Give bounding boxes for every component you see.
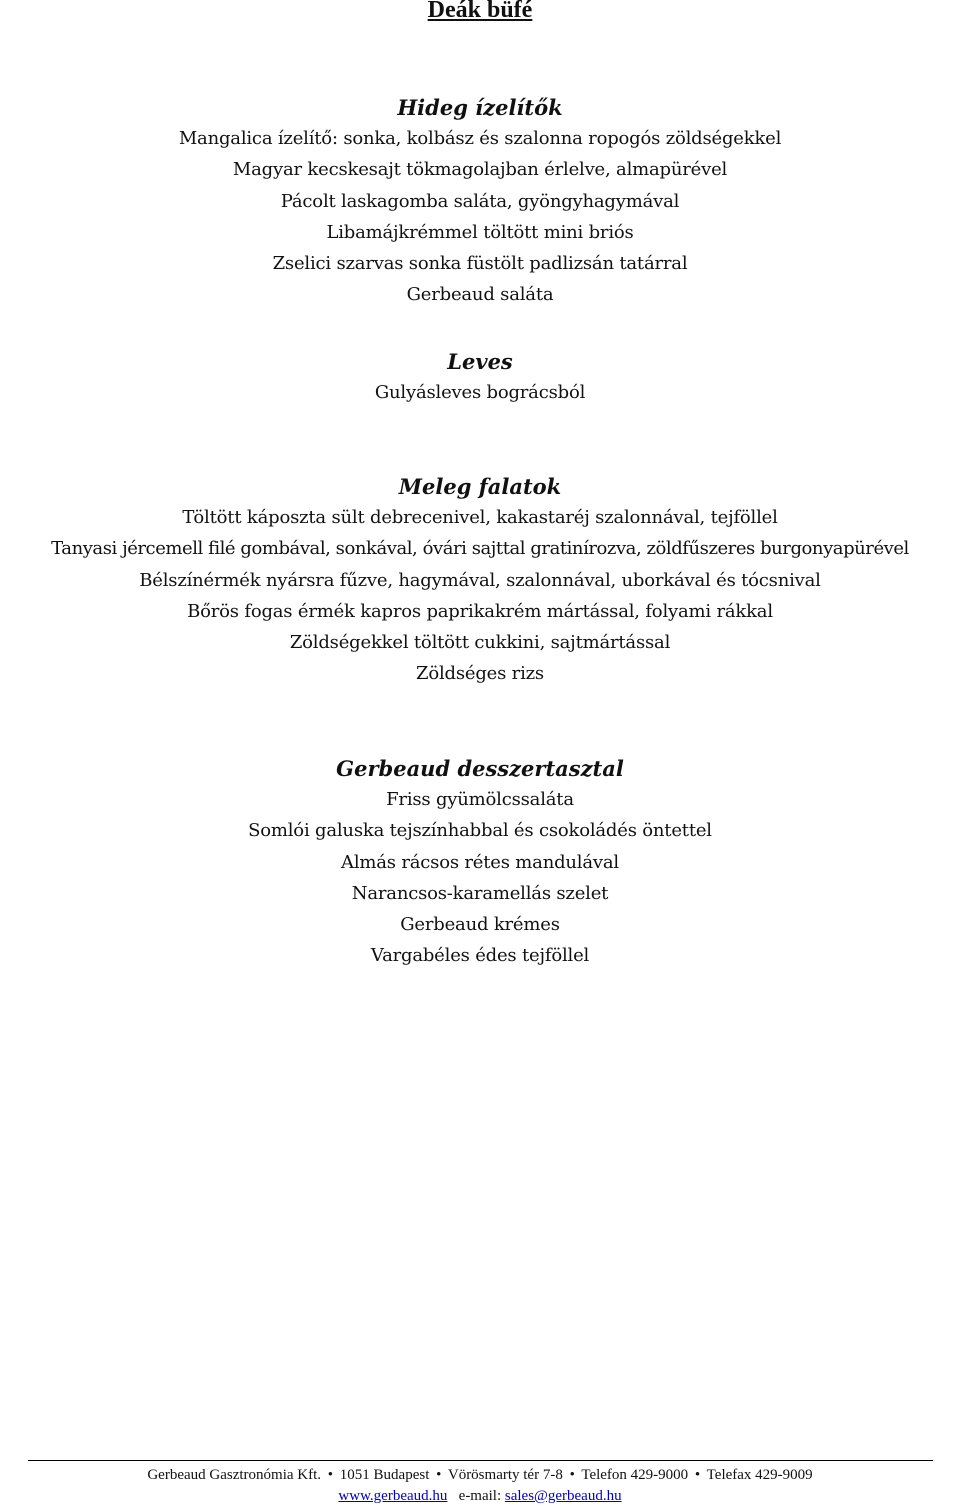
section-heading: Hideg ízelítők <box>397 95 563 120</box>
footer-fax: Telefax 429-9009 <box>706 1467 813 1483</box>
menu-item: Vargabéles édes tejföllel <box>370 945 590 967</box>
footer-address: 1051 Budapest <box>339 1467 430 1483</box>
footer-street: Vörösmarty tér 7-8 <box>447 1467 563 1483</box>
menu-item: Libamájkrémmel töltött mini briós <box>326 221 634 243</box>
menu-item: Almás rácsos rétes mandulával <box>341 851 619 873</box>
footer-web-line <box>0 1486 960 1506</box>
menu-item: Zöldségekkel töltött cukkini, sajtmártással <box>289 632 671 654</box>
email-link[interactable]: sales@gerbeaud.hu <box>504 1488 622 1504</box>
email-label: e-mail: <box>458 1488 502 1504</box>
menu-item: Bélszínérmék nyársra fűzve, hagymával, szalonnával, uborkával és tócsnival <box>139 569 821 591</box>
menu-item: Magyar kecskesajt tökmagolajban érlelve, almapürével <box>232 159 728 181</box>
menu-item: Gerbeaud saláta <box>406 284 554 306</box>
section-heading: Gerbeaud desszertasztal <box>336 756 624 781</box>
section-leves <box>0 346 960 408</box>
bullet-separator: • <box>436 1467 442 1483</box>
menu-item: Tanyasi jércemell filé gombával, sonkával, óvári sajttal gratinírozva, zöldfűszeres burgonyapürével <box>51 538 909 560</box>
menu-item: Narancsos-karamellás szelet <box>351 882 609 904</box>
footer-phone: Telefon 429-9000 <box>581 1467 689 1483</box>
menu-item: Gulyásleves bográcsból <box>374 382 586 403</box>
menu-item: Töltött káposzta sült debrecenivel, kakastaréj szalonnával, tejföllel <box>182 507 778 528</box>
menu-item: Bőrös fogas érmék kapros paprikakrém mártással, folyami rákkal <box>187 600 773 622</box>
menu-item: Zselici szarvas sonka füstölt padlizsán tatárral <box>272 253 688 275</box>
website-link[interactable]: www.gerbeaud.hu <box>338 1488 448 1504</box>
section-meleg-falatok <box>0 471 960 690</box>
bullet-separator: • <box>694 1467 701 1483</box>
menu-item: Somlói galuska tejszínhabbal és csokoládés öntettel <box>248 820 712 842</box>
footer-divider <box>28 1460 933 1461</box>
footer-contact-line <box>0 1465 960 1485</box>
footer-company: Gerbeaud Gasztronómia Kft. <box>147 1467 322 1483</box>
section-heading: Leves <box>447 349 513 374</box>
section-heading: Meleg falatok <box>398 474 562 499</box>
section-gerbeaud-desszertasztal <box>0 753 960 972</box>
menu-item: Gerbeaud krémes <box>400 914 560 936</box>
bullet-separator: • <box>327 1467 334 1483</box>
page-title: Deák büfé <box>427 0 533 23</box>
section-hideg-izelitok <box>0 92 960 311</box>
menu-item: Mangalica ízelítő: sonka, kolbász és szalonna ropogós zöldségekkel <box>178 128 782 149</box>
bullet-separator: • <box>569 1467 575 1483</box>
menu-item: Friss gyümölcssaláta <box>386 789 574 810</box>
menu-item: Pácolt laskagomba saláta, gyöngyhagymával <box>280 190 680 212</box>
menu-item: Zöldséges rizs <box>416 663 544 685</box>
